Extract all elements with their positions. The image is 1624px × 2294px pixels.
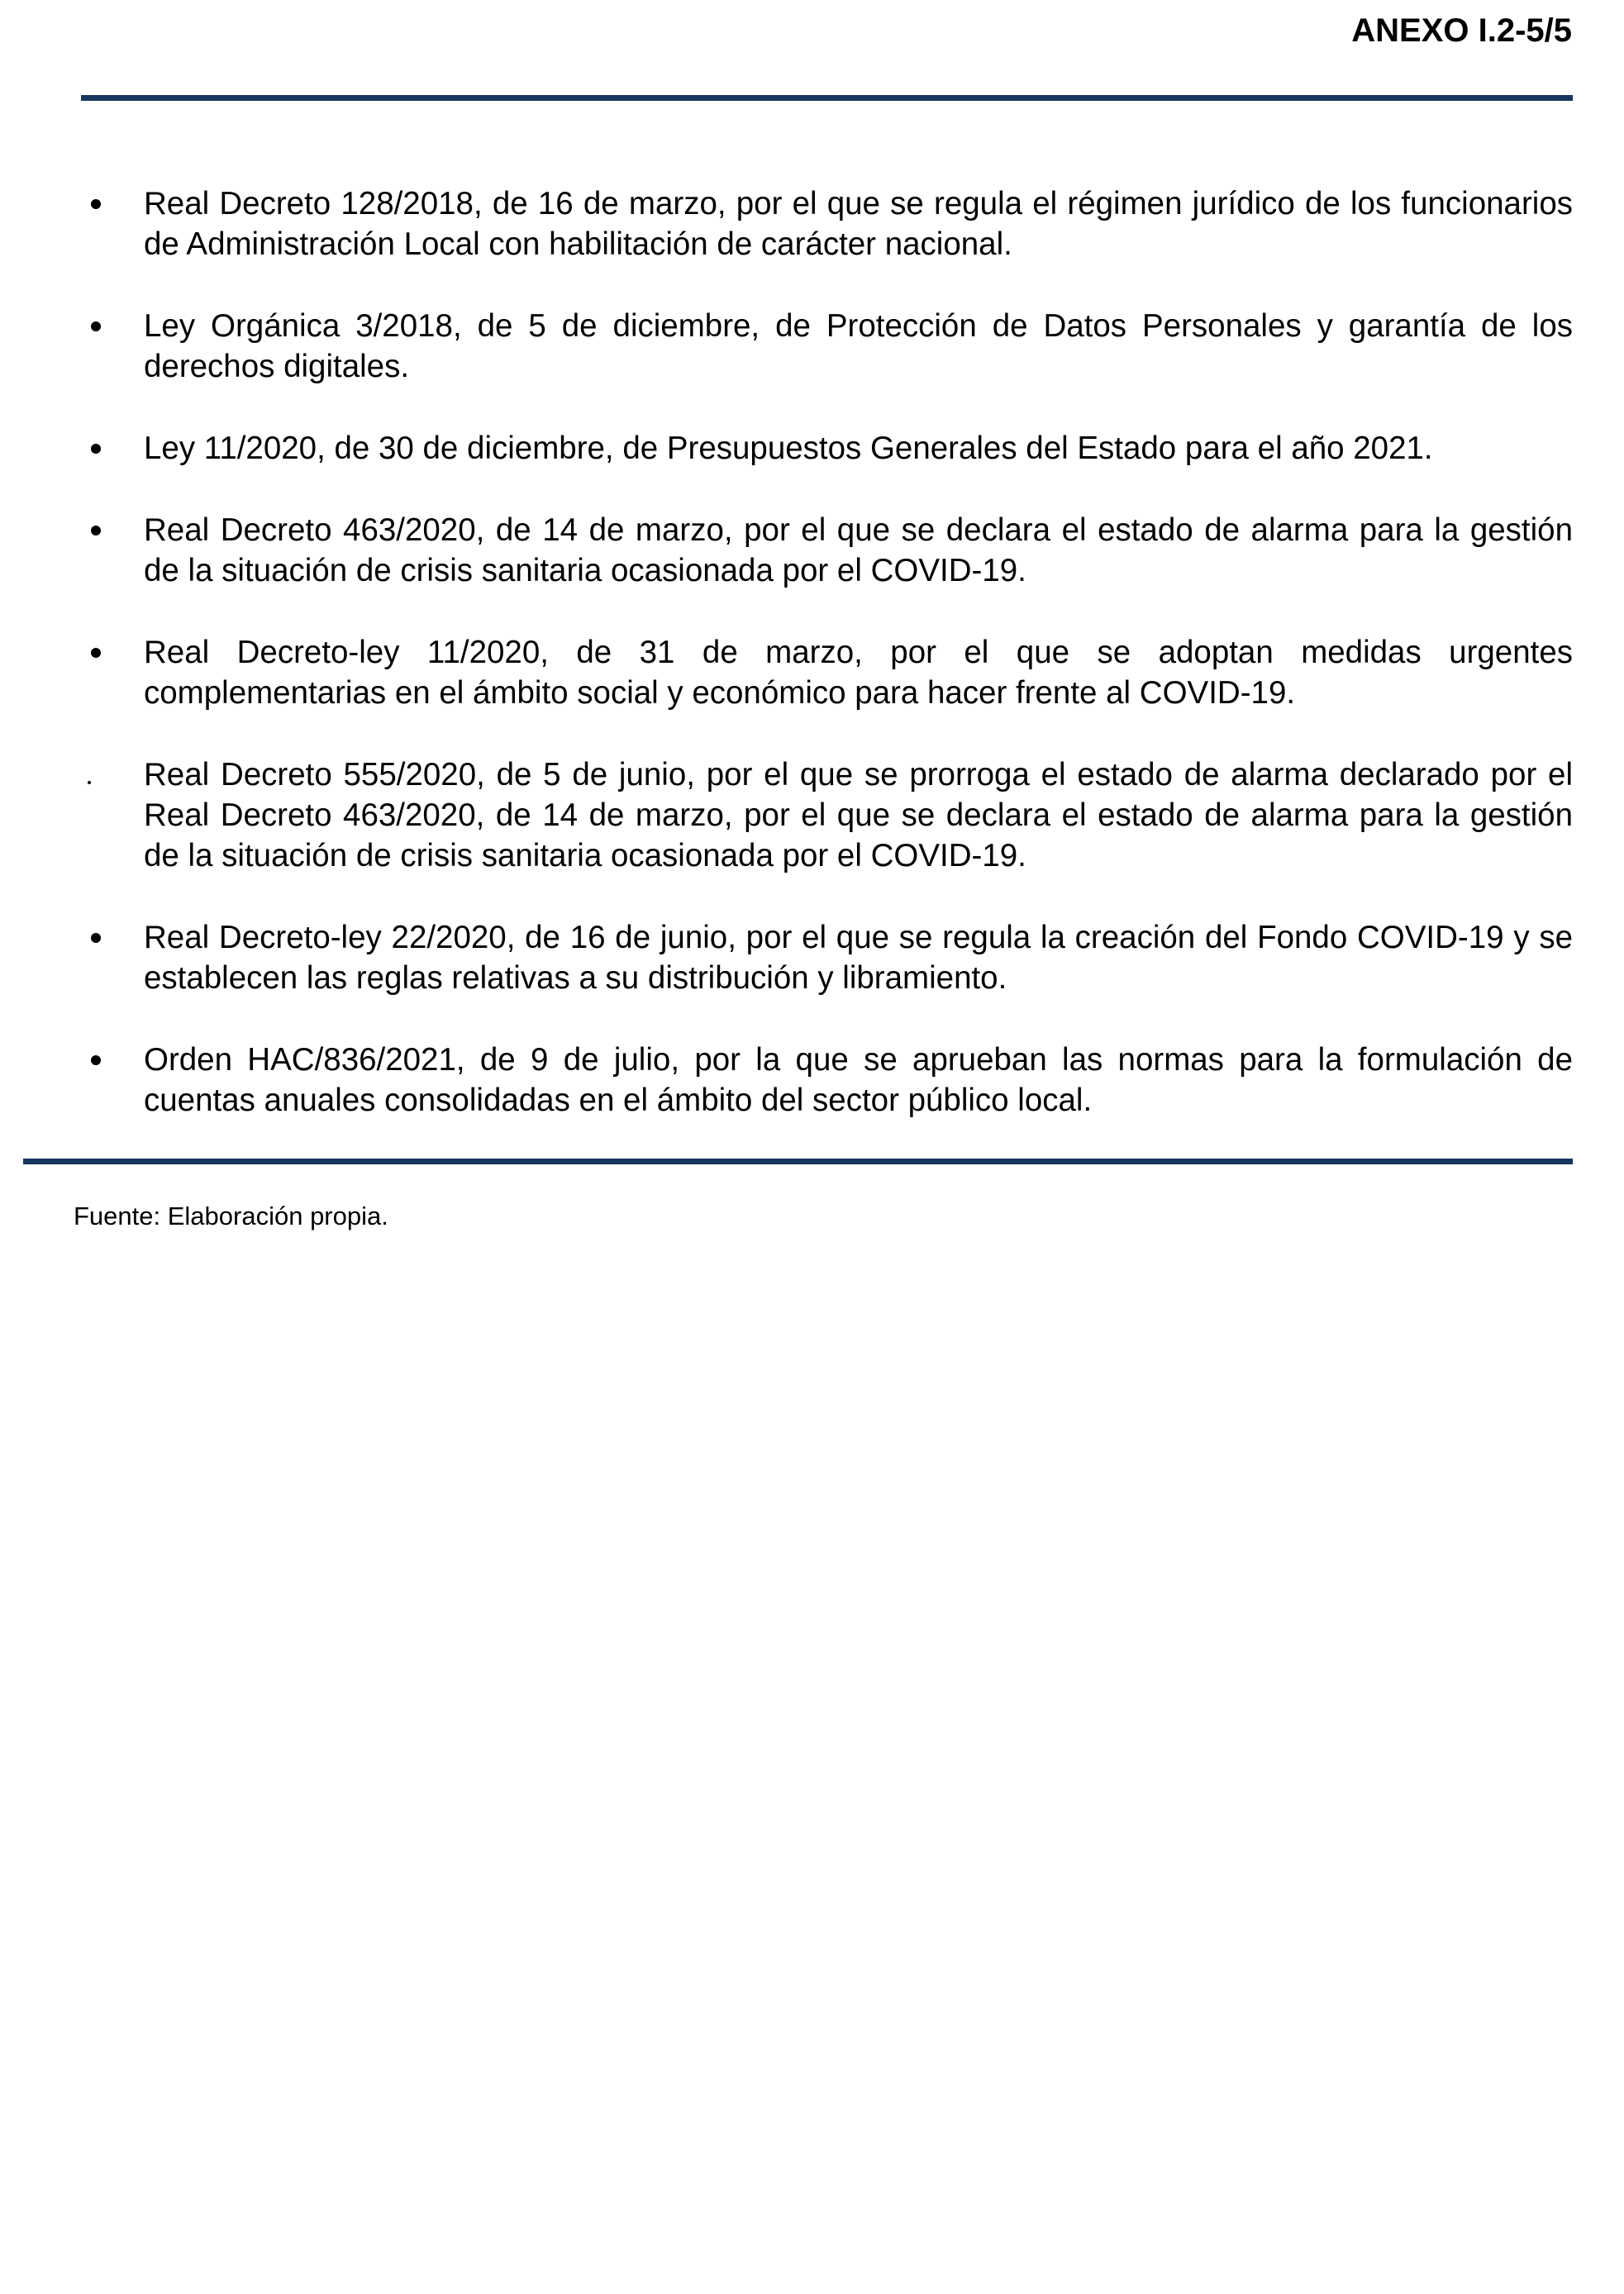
bullet-icon	[91, 199, 101, 209]
top-divider	[81, 95, 1573, 101]
list-item	[81, 917, 1573, 998]
list-item-text: Real Decreto-ley 11/2020, de 31 de marzo, por el que se adoptan medidas urgentes complementarias en el ámbito social y económico para hacer frente al COVID-19.	[144, 635, 1573, 711]
list-item-text: Ley 11/2020, de 30 de diciembre, de Presupuestos Generales del Estado para el año 2021.	[144, 431, 1433, 466]
list-item-text: Real Decreto 128/2018, de 16 de marzo, por el que se regula el régimen jurídico de los funcionarios de Administración Local con habilitación de carácter nacional.	[144, 186, 1573, 262]
annex-label: ANEXO I.2-5/5	[1351, 12, 1572, 49]
list-item	[81, 754, 1573, 876]
bullet-icon	[91, 1055, 101, 1065]
list-item	[81, 1040, 1573, 1121]
list-item	[81, 428, 1573, 469]
list-item	[81, 632, 1573, 713]
source-note: Fuente: Elaboración propia.	[74, 1202, 388, 1230]
bullet-icon	[91, 526, 101, 535]
list-item-text: Real Decreto 463/2020, de 14 de marzo, por el que se declara el estado de alarma para la gestión de la situación de crisis sanitaria ocasionada por el COVID-19.	[144, 512, 1573, 588]
bottom-divider	[23, 1159, 1573, 1164]
list-item-text: Ley Orgánica 3/2018, de 5 de diciembre, de Protección de Datos Personales y garantía de los derechos digitales.	[144, 308, 1573, 384]
bullet-icon	[91, 933, 101, 943]
bullet-icon	[91, 321, 101, 331]
list-item	[81, 306, 1573, 387]
list-item	[81, 510, 1573, 591]
bullet-icon	[91, 648, 101, 658]
legislation-list	[81, 183, 1573, 1162]
list-item	[81, 183, 1573, 264]
bullet-icon	[91, 444, 101, 454]
list-item-text: Real Decreto-ley 22/2020, de 16 de junio, por el que se regula la creación del Fondo COVID-19 y se establecen las reglas relativas a su distribución y libramiento.	[144, 920, 1573, 996]
list-item-text: Orden HAC/836/2021, de 9 de julio, por la que se aprueban las normas para la formulación de cuentas anuales consolidadas en el ámbito del sector público local.	[144, 1042, 1573, 1118]
list-item-text: Real Decreto 555/2020, de 5 de junio, por el que se prorroga el estado de alarma declarado por el Real Decreto 463/2020, de 14 de marzo, por el que se declara el estado de alarma para la gestión de la situación de crisis sanitaria ocasionada por el COVID-19.	[144, 757, 1573, 873]
bullet-icon	[88, 781, 91, 784]
